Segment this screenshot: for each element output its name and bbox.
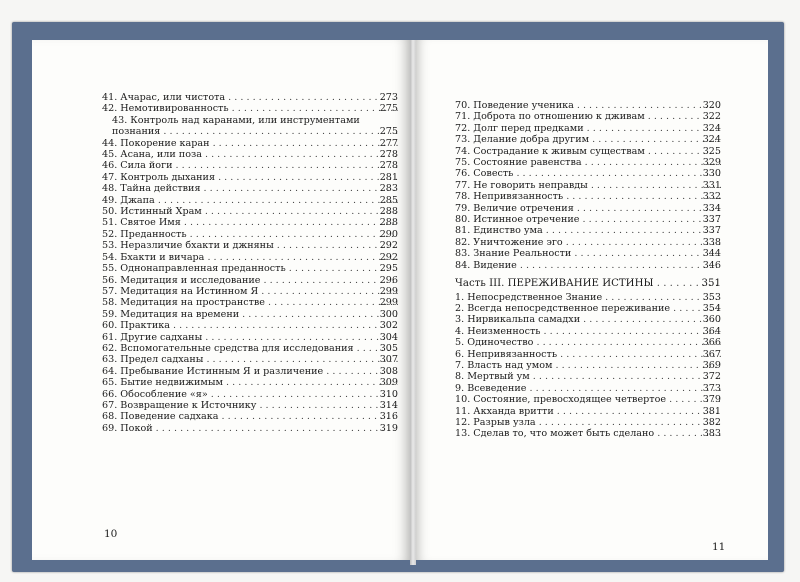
- toc-entry: 74. Сострадание к живым существам . . . 325: [455, 146, 721, 157]
- toc-entry: 76. Совесть . . . 330: [455, 168, 721, 179]
- toc-part-heading: Часть III. ПЕРЕЖИВАНИЕ ИСТИНЫ . . . 351: [455, 278, 721, 289]
- toc-entry: 72. Долг перед предками . . . 324: [455, 123, 721, 134]
- toc-entry: 7. Власть над умом . . . 369: [455, 360, 721, 371]
- toc-entry: 60. Практика . . . 302: [102, 320, 398, 331]
- toc-entry: 84. Видение . . . 346: [455, 260, 721, 271]
- toc-entry: 55. Однонаправленная преданность . . . 295: [102, 263, 398, 274]
- toc-entry: 46. Сила йоги . . . 278: [102, 160, 398, 171]
- toc-entry: 81. Единство ума . . . 337: [455, 225, 721, 236]
- toc-entry: 10. Состояние, превосходящее четвертое . . . 379: [455, 394, 721, 405]
- toc-right: [455, 100, 721, 440]
- toc-entry: 3. Нирвикальпа самадхи . . . 360: [455, 314, 721, 325]
- toc-entry: 78. Непривязанность . . . 332: [455, 191, 721, 202]
- toc-entry: 75. Состояние равенства . . . 329: [455, 157, 721, 168]
- toc-entry: 79. Величие отречения . . . 334: [455, 203, 721, 214]
- toc-entry: 63. Предел садханы . . . 307: [102, 354, 398, 365]
- toc-entry: 68. Поведение садхака . . . 316: [102, 411, 398, 422]
- toc-entry: 9. Всеведение . . . 373: [455, 383, 721, 394]
- page-number-right: 11: [712, 541, 726, 553]
- toc-entry: 57. Медитация на Истинном Я . . . 299: [102, 286, 398, 297]
- toc-entry: 52. Преданность . . . 290: [102, 229, 398, 240]
- toc-entry: 53. Неразличие бхакти и джняны . . . 292: [102, 240, 398, 251]
- toc-entry: 8. Мертвый ум . . . 372: [455, 371, 721, 382]
- toc-entry: 1. Непосредственное Знание . . . 353: [455, 292, 721, 303]
- toc-entry: 73. Делание добра другим . . . 324: [455, 134, 721, 145]
- toc-entry: 50. Истинный Храм . . . 288: [102, 206, 398, 217]
- toc-entry: 45. Асана, или поза . . . 278: [102, 149, 398, 160]
- page-number-left: 10: [104, 528, 118, 540]
- toc-entry: 58. Медитация на пространстве . . . 299: [102, 297, 398, 308]
- toc-entry: 49. Джапа . . . 285: [102, 195, 398, 206]
- toc-entry: 62. Вспомогательные средства для исследования . . . 305: [102, 343, 398, 354]
- toc-entry: 12. Разрыв узла . . . 382: [455, 417, 721, 428]
- toc-entry: 11. Акханда вритти . . . 381: [455, 406, 721, 417]
- toc-entry: 47. Контроль дыхания . . . 281: [102, 172, 398, 183]
- toc-entry: 6. Непривязанность . . . 367: [455, 349, 721, 360]
- toc-entry: 13. Сделав то, что может быть сделано . . . 383: [455, 428, 721, 439]
- toc-entry: 5. Одиночество . . . 366: [455, 337, 721, 348]
- toc-entry: 77. Не говорить неправды . . . 331: [455, 180, 721, 191]
- toc-entry: 66. Обособление «я» . . . 310: [102, 389, 398, 400]
- toc-entry: 67. Возвращение к Источнику . . . 314: [102, 400, 398, 411]
- toc-entry: 71. Доброта по отношению к дживам . . . 322: [455, 111, 721, 122]
- toc-entry: 2. Всегда непосредственное переживание . . . 354: [455, 303, 721, 314]
- toc-entry: 56. Медитация и исследование . . . 296: [102, 275, 398, 286]
- toc-entry: 41. Ачарас, или чистота . . . 273: [102, 92, 398, 103]
- book-gutter: [410, 40, 416, 565]
- toc-entry: 54. Бхакти и вичара . . . 292: [102, 252, 398, 263]
- toc-entry: 65. Бытие недвижимым . . . 309: [102, 377, 398, 388]
- toc-entry: 51. Святое Имя . . . 288: [102, 217, 398, 228]
- toc-entry: 42. Немотивированность . . . 275: [102, 103, 398, 114]
- toc-entry: 44. Покорение каран . . . 277: [102, 138, 398, 149]
- toc-entry: 70. Поведение ученика . . . 320: [455, 100, 721, 111]
- toc-entry: 64. Пребывание Истинным Я и различение . . . 308: [102, 366, 398, 377]
- toc-entry: 61. Другие садханы . . . 304: [102, 332, 398, 343]
- toc-left: [102, 92, 398, 434]
- toc-entry: 48. Тайна действия . . . 283: [102, 183, 398, 194]
- toc-entry: 80. Истинное отречение . . . 337: [455, 214, 721, 225]
- toc-entry: 59. Медитация на времени . . . 300: [102, 309, 398, 320]
- toc-entry: 83. Знание Реальности . . . 344: [455, 248, 721, 259]
- toc-entry: 4. Неизменность . . . 364: [455, 326, 721, 337]
- toc-entry: 43. Контроль над каранами, или инструментами познания . . . 275: [102, 115, 398, 138]
- toc-entry: 82. Уничтожение эго . . . 338: [455, 237, 721, 248]
- toc-entry: 69. Покой . . . 319: [102, 423, 398, 434]
